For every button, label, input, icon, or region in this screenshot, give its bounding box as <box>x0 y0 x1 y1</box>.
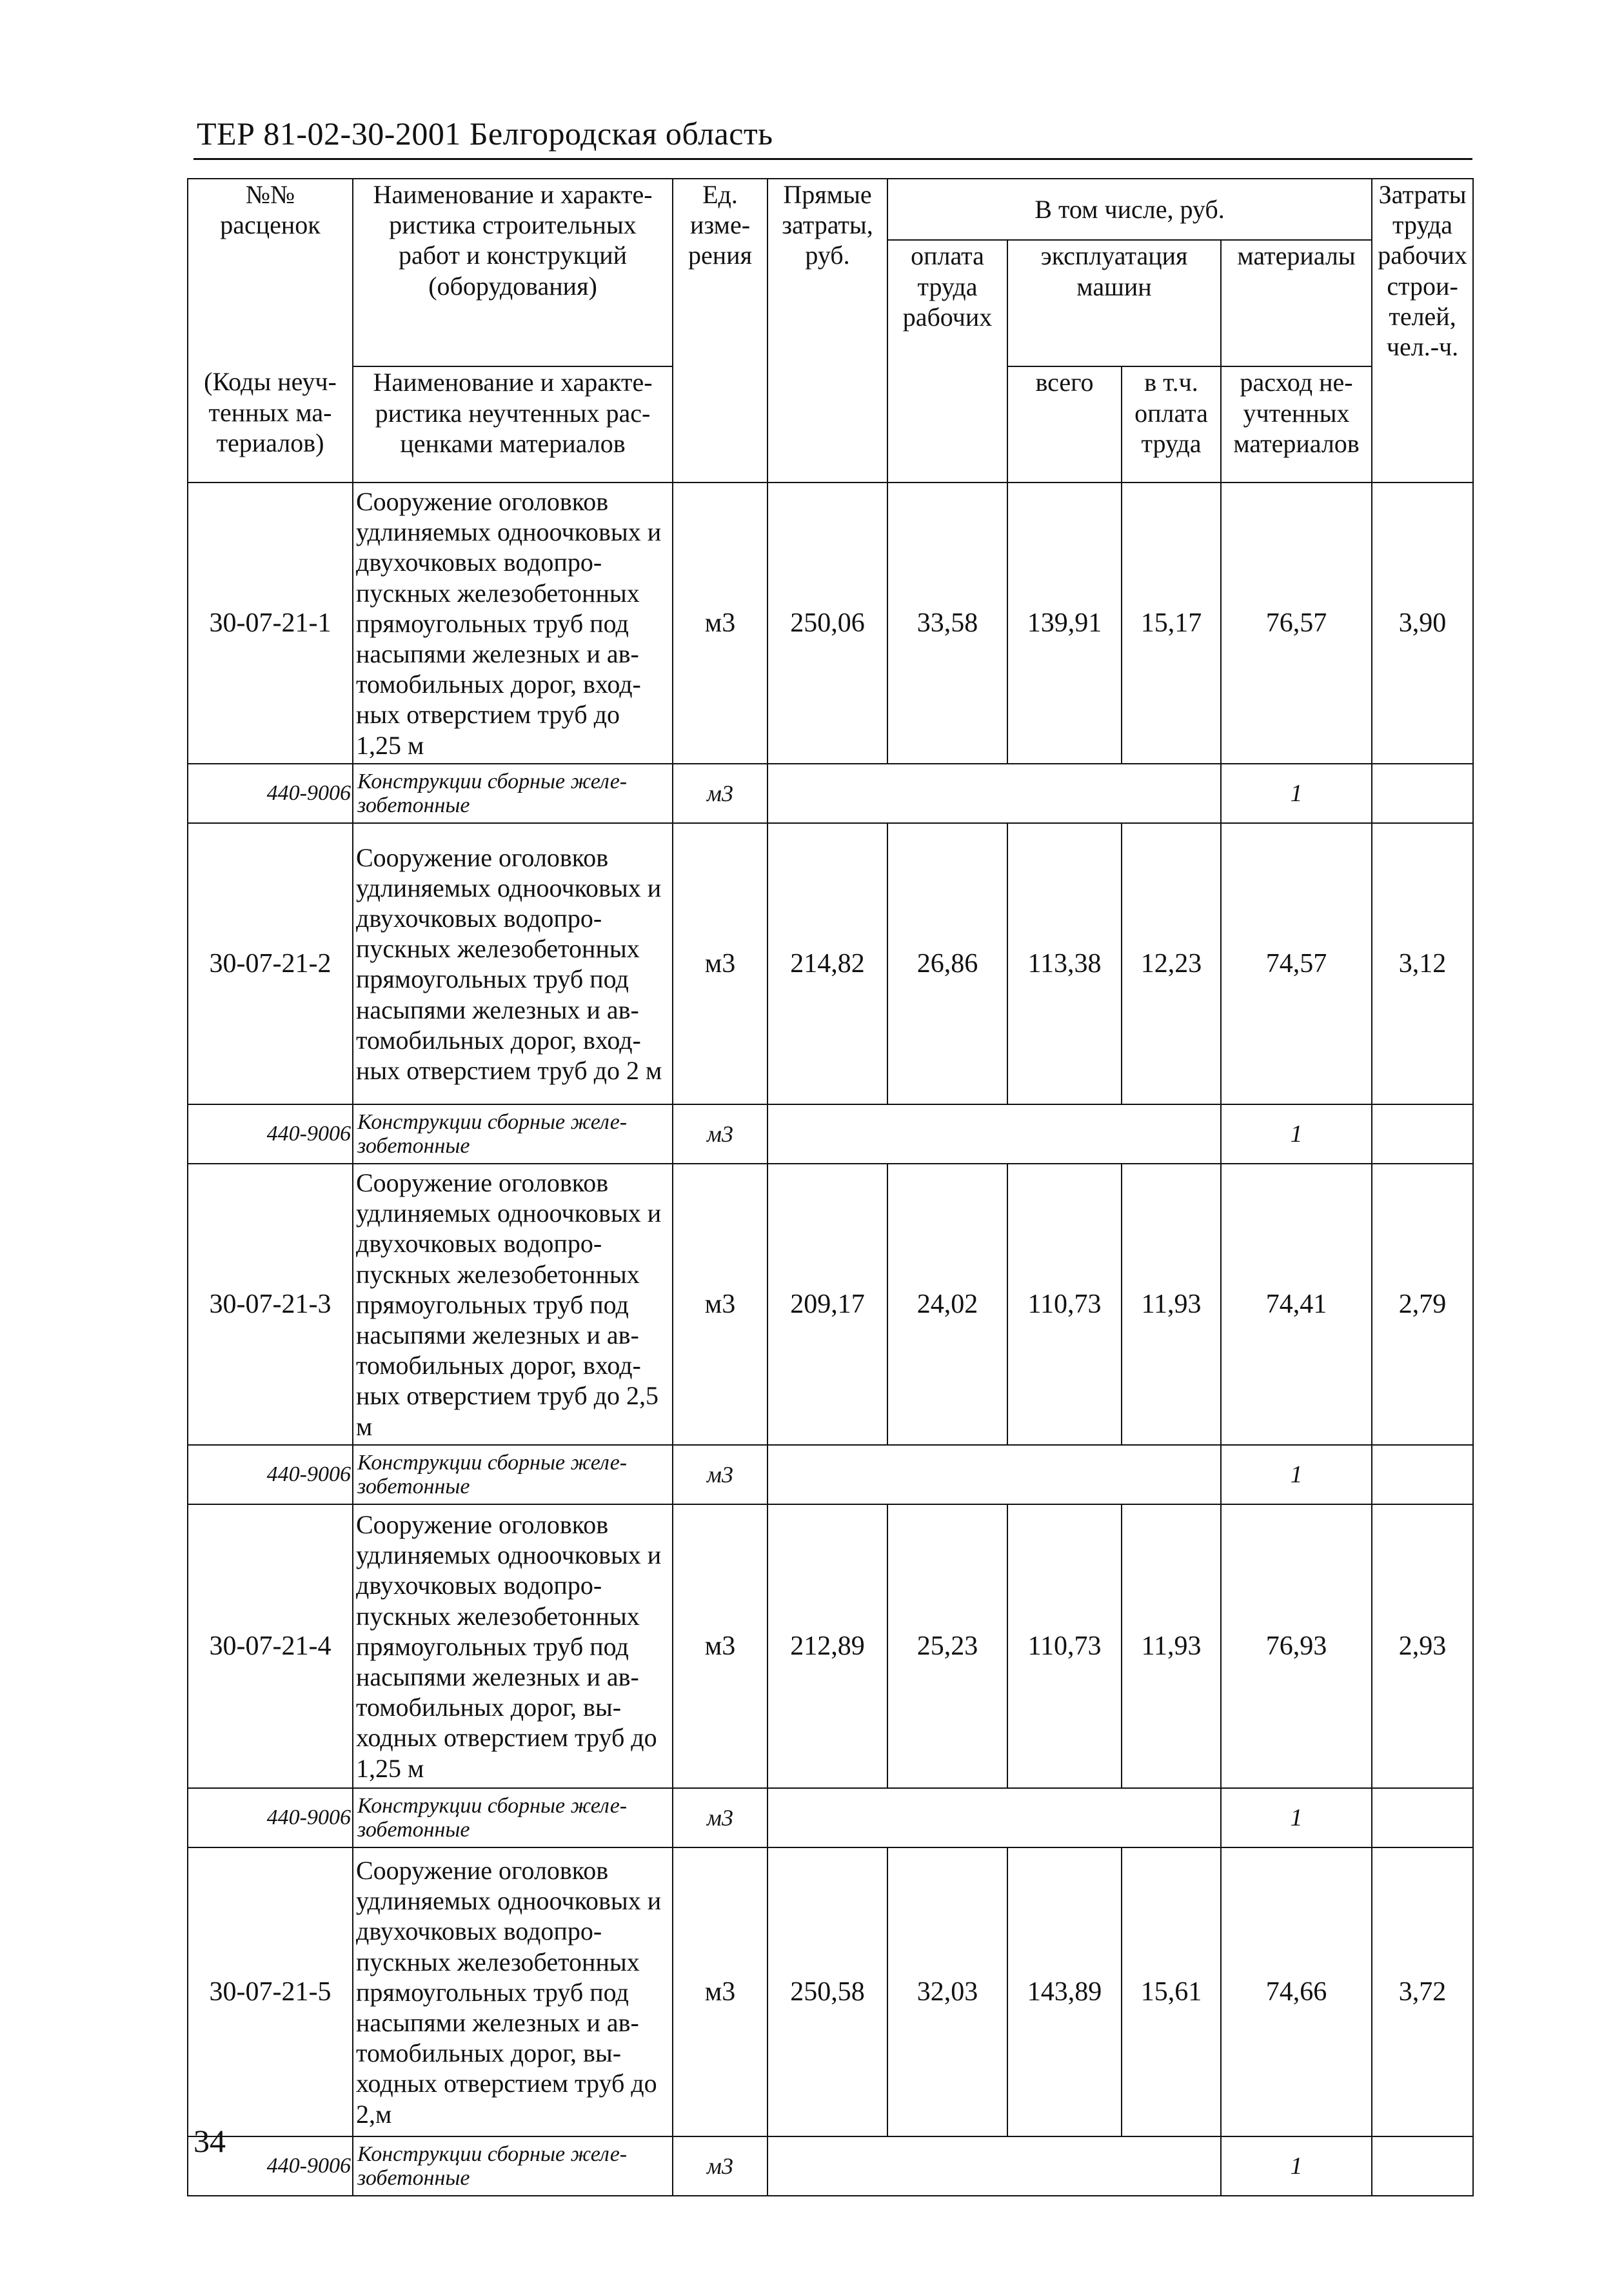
rate-direct-costs: 212,89 <box>767 1504 887 1788</box>
rate-description: Сооружение оголовков удлиняемых одноочковых и двухочковых водопро-пускных железобетонных прямоугольных труб под насыпями железных и ав-томобильных дорог, вы-ходных отверстием труб до 2,м <box>353 1847 673 2136</box>
rate-unit: м3 <box>673 823 767 1104</box>
rate-description: Сооружение оголовков удлиняемых одноочковых и двухочковых водопро-пускных железобетонных прямоугольных труб под насыпями железных и ав-томобильных дорог, вход-ных отверстием труб до 2,5 м <box>353 1164 673 1445</box>
rate-labor-hours: 3,72 <box>1372 1847 1473 2136</box>
rate-machines-labor: 11,93 <box>1122 1504 1221 1788</box>
rate-materials: 74,66 <box>1221 1847 1372 2136</box>
header-direct-costs: Прямые затраты, руб. <box>767 179 887 483</box>
rate-unit: м3 <box>673 483 767 764</box>
material-code: 440-9006 <box>188 1788 353 1847</box>
rate-labor-pay: 25,23 <box>887 1504 1007 1788</box>
rate-row <box>188 823 1473 1104</box>
rate-machines-total: 110,73 <box>1007 1504 1122 1788</box>
rate-labor-hours: 3,12 <box>1372 823 1473 1104</box>
header-materials: материалы <box>1221 240 1372 366</box>
title-rule <box>193 158 1472 160</box>
material-row <box>188 2136 1473 2196</box>
rate-description: Сооружение оголовков удлиняемых одноочковых и двухочковых водопро-пускных железобетонных прямоугольных труб под насыпями железных и ав-томобильных дорог, вход-ных отверстием труб до 1,25 м <box>353 483 673 764</box>
material-unit: м3 <box>673 1104 767 1164</box>
material-row <box>188 1445 1473 1504</box>
material-description: Конструкции сборные желе-зобетонные <box>353 1445 673 1504</box>
material-code: 440-9006 <box>188 1445 353 1504</box>
material-description: Конструкции сборные желе-зобетонные <box>353 1104 673 1164</box>
header-labor-pay: оплата труда рабочих <box>887 240 1007 483</box>
rate-code: 30-07-21-4 <box>188 1504 353 1788</box>
header-code: №№ расценок <box>188 179 353 240</box>
material-code: 440-9006 <box>188 764 353 823</box>
material-unit: м3 <box>673 764 767 823</box>
rate-direct-costs: 250,58 <box>767 1847 887 2136</box>
rate-row <box>188 483 1473 764</box>
rate-labor-pay: 33,58 <box>887 483 1007 764</box>
rate-labor-hours: 2,93 <box>1372 1504 1473 1788</box>
rate-description: Сооружение оголовков удлиняемых одноочковых и двухочковых водопро-пускных железобетонных прямоугольных труб под насыпями железных и ав-томобильных дорог, вход-ных отверстием труб до 2 м <box>353 823 673 1104</box>
header-code-sub: (Коды неуч- тенных ма- териалов) <box>188 366 353 483</box>
material-description: Конструкции сборные желе-зобетонные <box>353 764 673 823</box>
material-blank-end <box>1372 1445 1473 1504</box>
material-code: 440-9006 <box>188 2136 353 2196</box>
rate-materials: 74,57 <box>1221 823 1372 1104</box>
rate-labor-hours: 2,79 <box>1372 1164 1473 1445</box>
rate-labor-pay: 26,86 <box>887 823 1007 1104</box>
rates-table <box>187 178 1474 2196</box>
material-unit: м3 <box>673 1445 767 1504</box>
rate-code: 30-07-21-1 <box>188 483 353 764</box>
material-blank-end <box>1372 2136 1473 2196</box>
rate-machines-labor: 12,23 <box>1122 823 1221 1104</box>
rate-machines-total: 139,91 <box>1007 483 1122 764</box>
rate-materials: 76,57 <box>1221 483 1372 764</box>
material-description: Конструкции сборные желе-зобетонные <box>353 1788 673 1847</box>
document-title: ТЕР 81-02-30-2001 Белгородская область <box>197 115 773 152</box>
material-blank-end <box>1372 1104 1473 1164</box>
rate-code: 30-07-21-5 <box>188 1847 353 2136</box>
material-quantity: 1 <box>1221 1104 1372 1164</box>
material-row <box>188 764 1473 823</box>
material-quantity: 1 <box>1221 2136 1372 2196</box>
material-blank-end <box>1372 1788 1473 1847</box>
material-row <box>188 1104 1473 1164</box>
rate-direct-costs: 209,17 <box>767 1164 887 1445</box>
material-blank <box>767 2136 1221 2196</box>
rate-row <box>188 1847 1473 2136</box>
rate-materials: 74,41 <box>1221 1164 1372 1445</box>
rate-code: 30-07-21-3 <box>188 1164 353 1445</box>
header-machines-total: всего <box>1007 366 1122 483</box>
rate-machines-labor: 11,93 <box>1122 1164 1221 1445</box>
rate-labor-hours: 3,90 <box>1372 483 1473 764</box>
material-quantity: 1 <box>1221 1445 1372 1504</box>
material-blank-end <box>1372 764 1473 823</box>
header-materials-sub: расход не- учтенных материалов <box>1221 366 1372 483</box>
rate-description: Сооружение оголовков удлиняемых одноочковых и двухочковых водопро-пускных железобетонных прямоугольных труб под насыпями железных и ав-томобильных дорог, вы-ходных отверстием труб до 1,25 м <box>353 1504 673 1788</box>
rate-machines-total: 110,73 <box>1007 1164 1122 1445</box>
material-unit: м3 <box>673 2136 767 2196</box>
page-number: 34 <box>193 2123 226 2159</box>
rate-unit: м3 <box>673 1164 767 1445</box>
rate-labor-pay: 32,03 <box>887 1847 1007 2136</box>
material-blank <box>767 764 1221 823</box>
rate-row <box>188 1504 1473 1788</box>
header-code-spacer <box>188 240 353 366</box>
rate-machines-labor: 15,61 <box>1122 1847 1221 2136</box>
material-blank <box>767 1788 1221 1847</box>
rate-machines-labor: 15,17 <box>1122 483 1221 764</box>
header-labor-cost: Затраты труда рабочих строи- телей, чел.-ч. <box>1372 179 1473 483</box>
header-machines: эксплуатация машин <box>1007 240 1221 366</box>
rate-code: 30-07-21-2 <box>188 823 353 1104</box>
material-unit: м3 <box>673 1788 767 1847</box>
rate-materials: 76,93 <box>1221 1504 1372 1788</box>
material-blank <box>767 1104 1221 1164</box>
rate-labor-pay: 24,02 <box>887 1164 1007 1445</box>
material-code: 440-9006 <box>188 1104 353 1164</box>
rate-machines-total: 143,89 <box>1007 1847 1122 2136</box>
header-name-sub: Наименование и характе- ристика неучтенных рас- ценками материалов <box>353 366 673 483</box>
material-description: Конструкции сборные желе-зобетонные <box>353 2136 673 2196</box>
header-name: Наименование и характе- ристика строительных работ и конструкций (оборудования) <box>353 179 673 366</box>
material-quantity: 1 <box>1221 1788 1372 1847</box>
rate-row <box>188 1164 1473 1445</box>
material-quantity: 1 <box>1221 764 1372 823</box>
material-blank <box>767 1445 1221 1504</box>
header-unit: Ед. изме- рения <box>673 179 767 483</box>
rate-unit: м3 <box>673 1847 767 2136</box>
header-including: В том числе, руб. <box>887 179 1372 240</box>
header-machines-labor: в т.ч. оплата труда <box>1122 366 1221 483</box>
rate-machines-total: 113,38 <box>1007 823 1122 1104</box>
material-row <box>188 1788 1473 1847</box>
rate-direct-costs: 214,82 <box>767 823 887 1104</box>
rate-unit: м3 <box>673 1504 767 1788</box>
rate-direct-costs: 250,06 <box>767 483 887 764</box>
